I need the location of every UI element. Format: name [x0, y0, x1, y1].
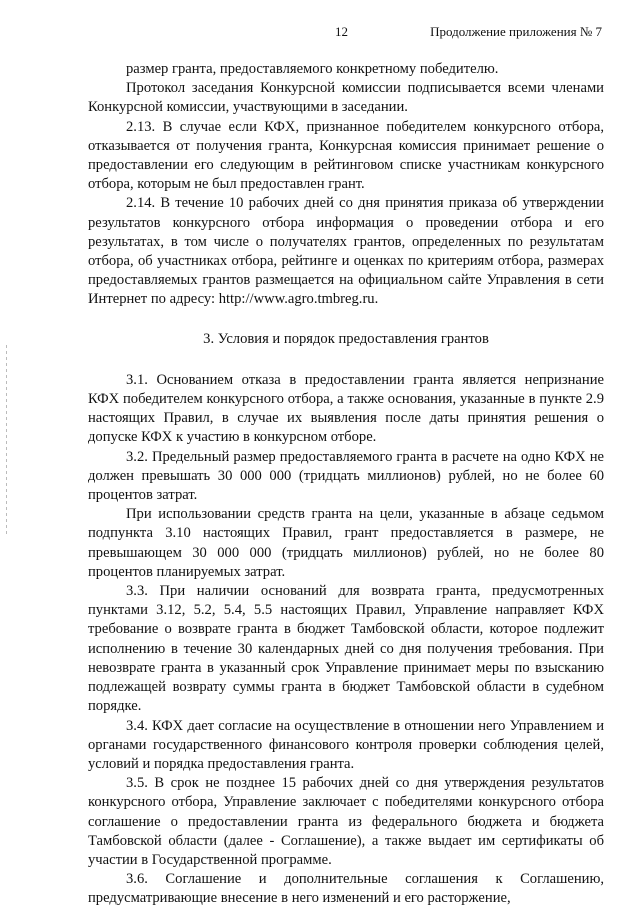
paragraph: 3.6. Соглашение и дополнительные соглашения к Соглашению, предусматривающие внесение в него изменений и его расторжение, — [88, 871, 604, 907]
paragraph: При использовании средств гранта на цели, указанные в абзаце седьмом подпункта 3.10 настоящих Правил, грант предоставляется в размере, не превышающем 30 000 000 (тридцать миллионов) рублей, но не более 80 процентов планируемых затрат. — [88, 506, 604, 580]
paragraph: 3.4. КФХ дает согласие на осуществление в отношении него Управлением и органами государственного финансового контроля проверки соблюдения целей, условий и порядка предоставления гранта. — [88, 717, 604, 772]
paragraph: 3.3. При наличии оснований для возврата гранта, предусмотренных пунктами 3.12, 5.2, 5.4, 5.5 настоящих Правил, Управление направляет КФХ требование о возврате гранта в бюджет Тамбовской области, которое подлежит исполнению в течение 30 календарных дней со дня получения требования. При невозврате гранта в указанный срок Управление принимает меры по взысканию подлежащей возврату суммы гранта в бюджет Тамбовской области в судебном порядке. — [88, 583, 604, 715]
scan-margin-mark — [4, 345, 10, 535]
document-body — [88, 60, 604, 909]
annex-caption: Продолжение приложения № 7 — [430, 24, 602, 39]
page-number: 12 — [335, 24, 348, 39]
paragraph: Протокол заседания Конкурсной комиссии подписывается всеми членами Конкурсной комиссии, участвующими в заседании. — [88, 80, 604, 116]
section-heading: 3. Условия и порядок предоставления грантов — [203, 330, 489, 347]
paragraph: 3.2. Предельный размер предоставляемого гранта в расчете на одно КФХ не должен превышать 30 000 000 (тридцать миллионов) рублей, но не более 60 процентов затрат. — [88, 448, 604, 504]
paragraph: размер гранта, предоставляемого конкретному победителю. — [126, 61, 499, 77]
paragraph: 2.14. В течение 10 рабочих дней со дня принятия приказа об утверждении результатов конкурсного отбора информация о проведении отбора и его результатах, в том числе о получателях грантов, определенных по результатам отбора, об участниках отбора, рейтинге и оценках по критериям отбора, размерах предоставляемых грантов размещается на официальном сайте Управления в сети Интернет по адресу: http://www.agro.tmbreg.ru. — [88, 195, 604, 308]
paragraph: 3.5. В срок не позднее 15 рабочих дней со дня утверждения результатов конкурсного отбора, Управление заключает с победителями конкурсного отбора соглашение о предоставлении гранта из федерального бюджета и бюджета Тамбовской области (далее - Соглашение), а также выдает им сертификаты об участии в Государственной программе. — [88, 775, 604, 868]
paragraph: 2.13. В случае если КФХ, признанное победителем конкурсного отбора, отказывается от получения гранта, Конкурсная комиссия принимает решение о предоставлении его следующим в рейтинговом списке участникам конкурсного отбора, которым не был предоставлен грант. — [88, 118, 604, 193]
paragraph: 3.1. Основанием отказа в предоставлении гранта является непризнание КФХ победителем конкурсного отбора, а также основания, указанные в пункте 2.9 настоящих Правил, в случае их выявления после даты принятия решения о допуске КФХ к участию в конкурсном отборе. — [88, 371, 604, 446]
